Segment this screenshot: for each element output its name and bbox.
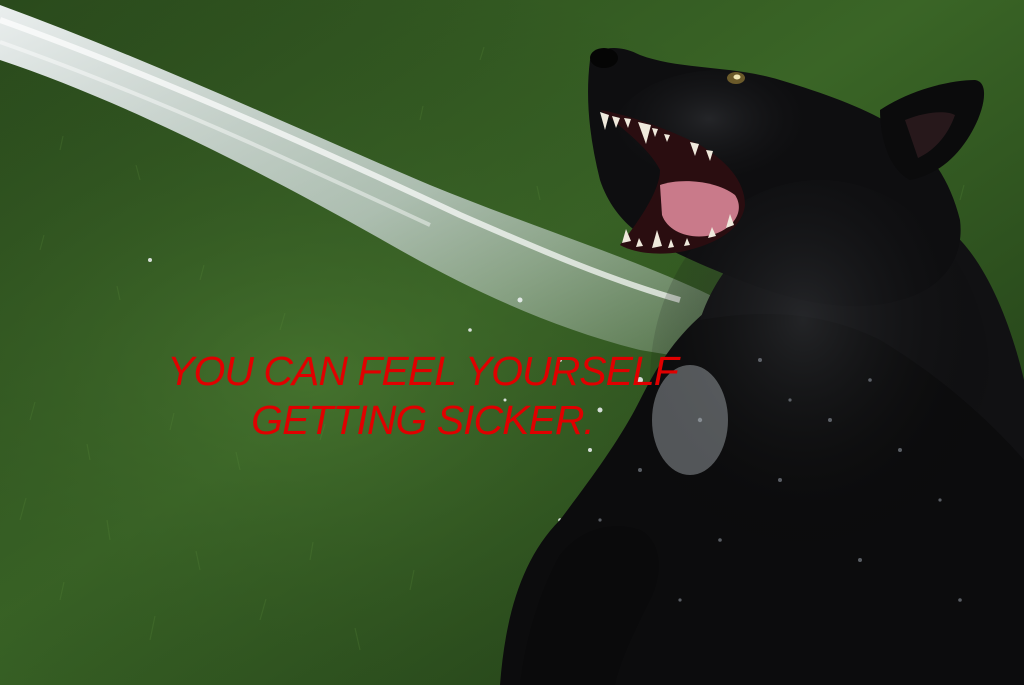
meme-caption — [0, 347, 845, 445]
dog-nose — [590, 48, 618, 68]
caption-line-2: GETTING SICKER. — [251, 397, 594, 443]
caption-line-1: YOU CAN FEEL YOURSELF — [167, 348, 678, 394]
